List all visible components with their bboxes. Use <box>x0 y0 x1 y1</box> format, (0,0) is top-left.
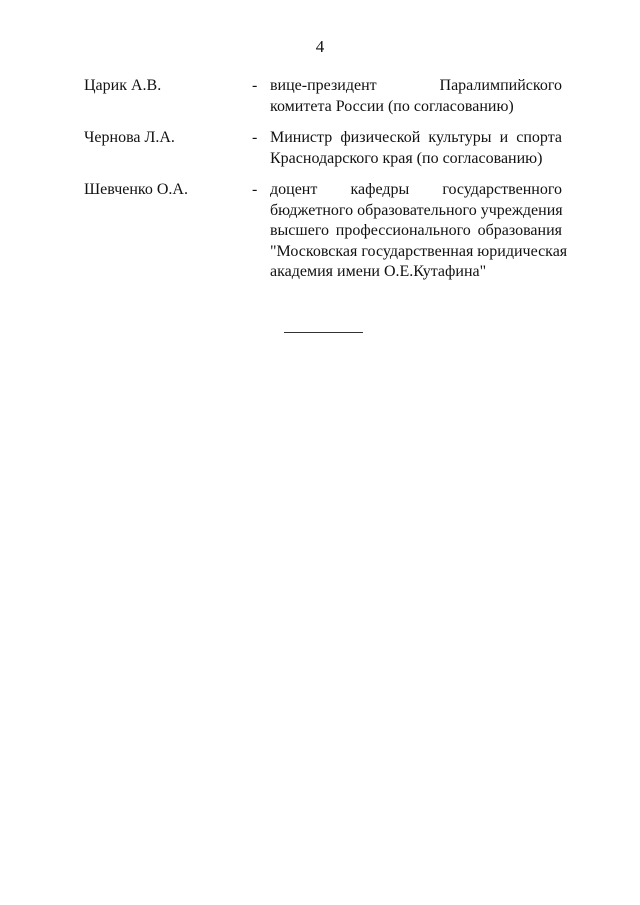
role-line: Министр физической культуры и спорта <box>270 129 562 146</box>
role-line: академия имени О.Е.Кутафина" <box>270 263 487 280</box>
role-line: Краснодарского края (по согласованию) <box>270 149 543 167</box>
role-line: бюджетного образовательного учреждения <box>270 201 563 219</box>
member-name: Шевченко О.А. <box>84 181 188 198</box>
role-line: вице-президент Паралимпийского <box>270 77 562 94</box>
member-role <box>270 128 562 169</box>
member-role <box>270 180 568 283</box>
dash-separator: - <box>252 77 258 94</box>
role-line: "Московская государственная юридическая <box>270 242 568 260</box>
role-line: доцент кафедры государственного <box>270 181 562 198</box>
member-role <box>270 76 562 117</box>
member-name: Царик А.В. <box>84 77 162 94</box>
role-line: комитета России (по согласованию) <box>270 97 514 115</box>
page-number: 4 <box>315 37 325 56</box>
dash-separator: - <box>252 181 258 198</box>
role-line: высшего профессионального образования <box>270 222 562 239</box>
dash-separator: - <box>252 129 258 146</box>
end-rule-divider <box>284 332 363 333</box>
member-name: Чернова Л.А. <box>84 129 175 146</box>
